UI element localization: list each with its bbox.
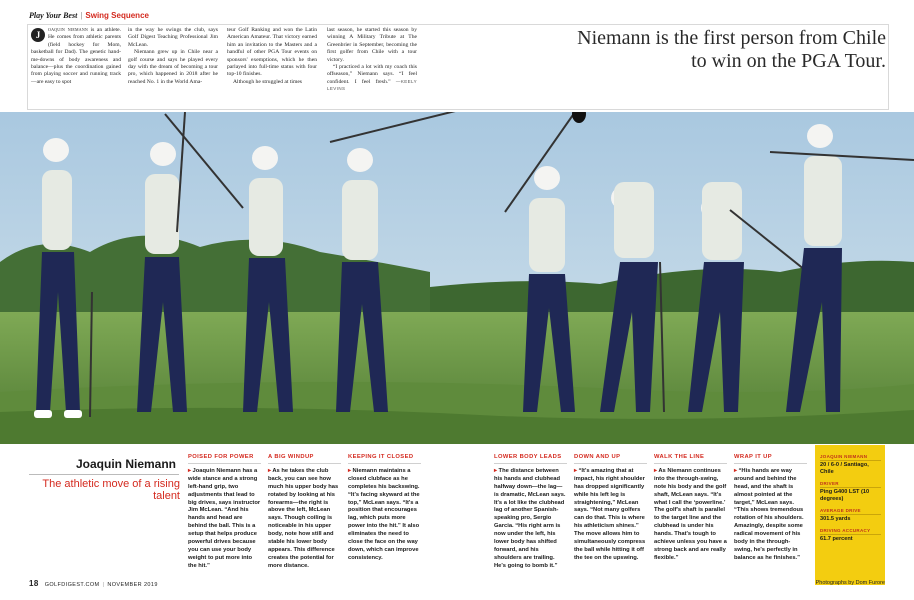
bullet-arrow-icon: ▸: [654, 468, 659, 474]
tip-text: Niemann maintains a closed clubface as he completes his backswing. “It's facing skyward at the top,” McLean says. “It's a position that encourages lag, which puts more power into the hit.” It also eliminates the need to close the face on the way down, which can improve consistency.: [348, 468, 420, 561]
stat-value: 20 / 6-0 / Santiago, Chile: [820, 462, 869, 475]
stat-driver: [820, 481, 881, 503]
tip-text: Joaquin Niemann has a wide stance and a strong left-hand grip, two adjustments that lead to big drives, says instructor Jim McLean. “And his hands and head are behind the ball. This is a setup that helps produce powerful drives because you can use your body weight to put more into the hit.”: [188, 468, 261, 569]
stat-label: AVERAGE DRIVE: [820, 508, 881, 515]
tip-column-3: [348, 454, 421, 563]
tip-heading: POISED FOR POWER: [188, 454, 261, 464]
stat-bio: [820, 454, 881, 476]
tip-heading: KEEPING IT CLOSED: [348, 454, 421, 464]
intro-column-3: [227, 27, 317, 86]
intro-col2-p2: Niemann grew up in Chile near a golf course and says he played every day with the dream of becoming a tour pro, which happened in 2018 after he reached No. 1 in the World Ama-: [128, 49, 218, 85]
photo-credit: Photographs by Dom Furore: [815, 580, 885, 586]
intro-col2-p1: in the way he swings the club, says Golf Digest Teaching Professional Jim McLean.: [128, 27, 218, 48]
tip-heading: A BIG WINDUP: [268, 454, 341, 464]
stat-driving-accuracy: [820, 528, 881, 543]
byline: —KEELY LEVINS: [327, 78, 417, 91]
intro-column-1: [31, 27, 121, 86]
tip-text: As Niemann continues into the through-swing, note his body and the golf shaft, McLean says. “It's what I call the ‘powerline.’ The golf's shaft is parallel to the target line and the clubhead is under his hands. That's tough to achieve unless you have a strong back and are really flexible.”: [654, 468, 727, 561]
intro-col3-p2: Although he struggled at times: [233, 78, 302, 85]
bullet-arrow-icon: ▸: [188, 468, 193, 474]
feature-subhead: The athletic move of a rising talent: [42, 478, 180, 502]
tip-column-2: [268, 454, 341, 570]
tip-column-6: [654, 454, 727, 563]
intro-col4-p2: “I practiced a lot with my coach this offseason,” Niemann says. “I feel confident. I feel fresh.”: [327, 63, 417, 85]
intro-lead: oaquin niemann: [48, 27, 89, 33]
page-number: 18: [29, 579, 39, 588]
bullet-arrow-icon: ▸: [494, 468, 499, 474]
tip-text: “It's amazing that at impact, his right shoulder has dropped significantly while his left leg is straightening,” McLean says. “Not many golfers can do that. This is where his athleticism shines.” The move allows him to simultaneously compress the ball while hitting it off the tee on the upswing.: [574, 468, 646, 561]
tip-text: As he takes the club back, you can see how much his upper body has rotated by looking at his forearms—the right is above the left, McLean says. Though coiling is noticeable in his upper body, note how still and stable his lower body appears. This difference creates the potential for more distance.: [268, 468, 339, 569]
issue-date: NOVEMBER 2019: [107, 582, 158, 588]
tip-column-1: [188, 454, 261, 570]
stat-value: 301.5 yards: [820, 515, 851, 522]
section-label: [29, 11, 149, 20]
intro-col1-text: is an athlete. He comes from athletic parents (field hockey for Mom, basketball for Dad). The genetic hand-me-downs of body awareness and balance—plus the coordination gained from playing soccer and running track—are easy to spot: [31, 27, 121, 85]
stat-label: DRIVING ACCURACY: [820, 528, 881, 535]
tip-column-4: [494, 454, 567, 570]
title-divider: [29, 474, 179, 475]
section-separator: |: [80, 11, 83, 20]
bullet-arrow-icon: ▸: [574, 468, 579, 474]
section-subtitle: Swing Sequence: [85, 11, 149, 20]
bullet-arrow-icon: ▸: [734, 468, 739, 474]
section-title: Play Your Best: [29, 11, 78, 20]
intro-col4-p1: last season, he started this season by winning A Military Tribute at The Greenbrier in September, becoming the first golfer from Chile with a tour victory.: [327, 27, 417, 63]
stat-label: JOAQUIN NIEMANN: [820, 454, 881, 461]
swing-sequence-photo: [0, 112, 914, 444]
tip-column-7: [734, 454, 807, 563]
golfer-name: Joaquin Niemann: [76, 457, 177, 471]
tip-heading: LOWER BODY LEADS: [494, 454, 567, 464]
pull-quote: Niemann is the first person from Chile to win on the PGA Tour.: [577, 27, 886, 72]
tip-column-5: [574, 454, 647, 563]
tip-text: The distance between his hands and clubhead halfway down—the lag—is dramatic, McLean says. It's a lot like the clubhead lag of another Spanish-speaking pro, Sergio Garcia. “His right arm is now under the left, his lower body has shifted forward, and his shoulders are trailing. He's going to bomb it.”: [494, 468, 566, 569]
stat-value: 61.7 percent: [820, 535, 853, 542]
stat-average-drive: [820, 508, 881, 523]
intro-column-4: [327, 27, 417, 93]
page-footer: [29, 579, 158, 588]
bullet-arrow-icon: ▸: [268, 468, 273, 474]
tip-heading: WALK THE LINE: [654, 454, 727, 464]
tip-heading: WRAP IT UP: [734, 454, 807, 464]
tip-heading: DOWN AND UP: [574, 454, 647, 464]
intro-column-2: [128, 27, 218, 86]
stat-value: Ping G400 LST (10 degrees): [820, 488, 870, 502]
footer-separator: |: [102, 582, 105, 588]
intro-col3-p1: teur Golf Ranking and won the Latin American Amateur. That victory earned him an invitation to the Masters and a handful of other PGA Tour events on sponsors' exemptions, which he then parlayed into full-time status with four top-10 finishes.: [227, 27, 317, 78]
tip-text: “His hands are way around and behind the head, and the shaft is almost pointed at the target,” McLean says. “This shows tremendous rotation of his shoulders. Amazingly, despite some radical movement of his body in the through-swing, he's perfectly in balance as he finishes.”: [734, 468, 804, 561]
stats-sidebar: [815, 445, 885, 585]
bullet-arrow-icon: ▸: [348, 468, 353, 474]
site-name: GOLFDIGEST.COM: [44, 582, 100, 588]
drop-cap: J: [31, 28, 45, 42]
stat-label: DRIVER: [820, 481, 881, 488]
